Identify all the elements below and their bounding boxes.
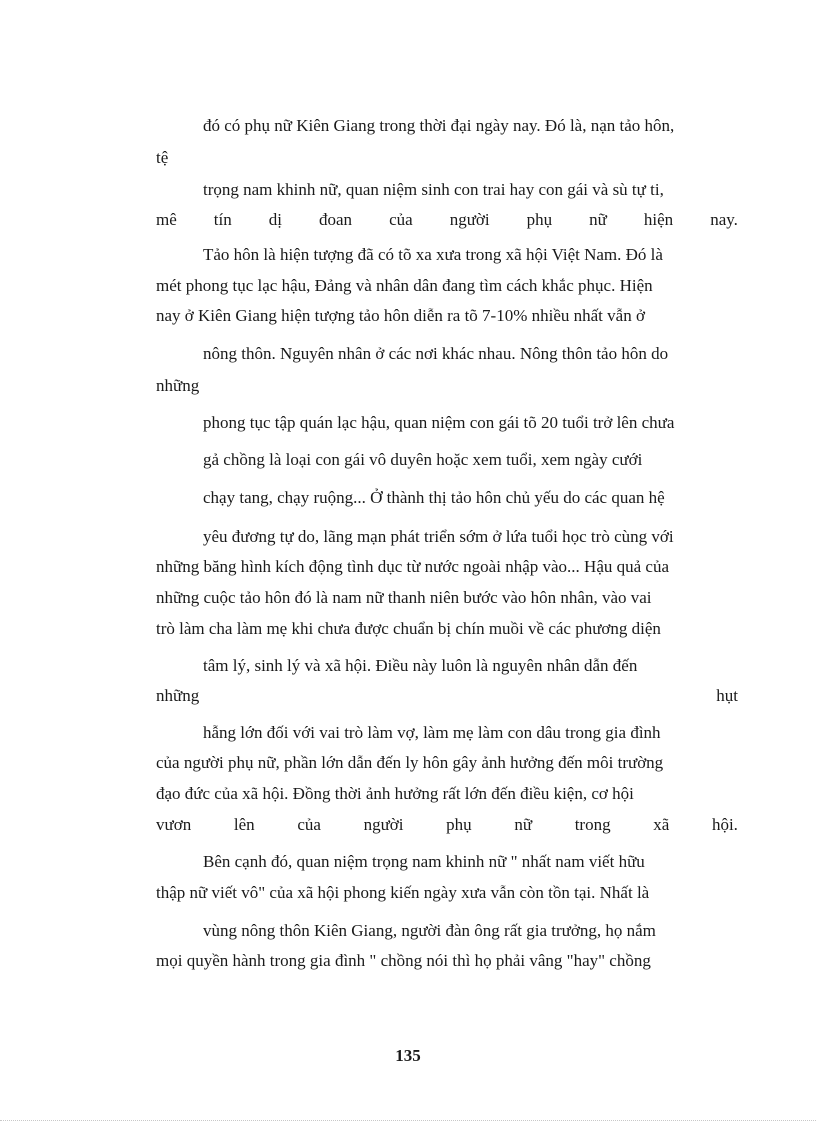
text-line: nông thôn. Nguyên nhân ở các nơi khác nhau. Nông thôn tảo hôn do bbox=[203, 344, 669, 363]
word: hiện bbox=[643, 210, 674, 229]
text-line: tâm lý, sinh lý và xã hội. Điều này luôn là nguyên nhân dẫn đến bbox=[203, 656, 638, 675]
word: phụ bbox=[446, 815, 472, 834]
word: hội. bbox=[711, 815, 738, 834]
text-line: Bên cạnh đó, quan niệm trọng nam khinh nữ " nhất nam viết hữu bbox=[203, 852, 645, 871]
text-line: trọng nam khinh nữ, quan niệm sinh con trai hay con gái và sù tự ti, bbox=[203, 180, 664, 199]
justified-line bbox=[156, 210, 738, 230]
text-line: những bbox=[156, 376, 200, 395]
text-line: tệ bbox=[156, 148, 169, 167]
word: lên bbox=[233, 815, 255, 834]
text-line: Tảo hôn là hiện tượng đã có tõ xa xưa trong xã hội Việt Nam. Đó là bbox=[203, 245, 663, 264]
word: trong bbox=[574, 815, 611, 834]
word: người bbox=[449, 210, 490, 229]
word: phụ bbox=[526, 210, 553, 229]
text-line: những băng hình kích động tình dục từ nước ngoài nhập vào... Hậu quả của bbox=[156, 557, 669, 576]
word: đoan bbox=[319, 210, 353, 229]
word: xã bbox=[653, 815, 670, 834]
word: hụt bbox=[716, 686, 738, 705]
word: dị bbox=[268, 210, 282, 229]
text-line: đó có phụ nữ Kiên Giang trong thời đại ngày nay. Đó là, nạn tảo hôn, bbox=[203, 116, 675, 135]
word: nay. bbox=[710, 210, 738, 229]
text-line: đạo đức của xã hội. Đồng thời ảnh hưởng rất lớn đến điều kiện, cơ hội bbox=[156, 784, 634, 803]
word: của bbox=[389, 210, 413, 229]
text-line: của người phụ nữ, phần lớn dẫn đến ly hôn gây ảnh hưởng đến môi trường bbox=[156, 753, 664, 772]
word: người bbox=[363, 815, 404, 834]
page-number: 135 bbox=[395, 1046, 421, 1065]
word: tín bbox=[213, 210, 232, 229]
word: vươn bbox=[156, 815, 192, 834]
justified-line bbox=[156, 815, 738, 835]
text-line: vùng nông thôn Kiên Giang, người đàn ông rất gia trưởng, họ nắm bbox=[203, 921, 656, 940]
text-line: phong tục tập quán lạc hậu, quan niệm con gái tõ 20 tuổi trở lên chưa bbox=[203, 413, 675, 432]
word: mê bbox=[156, 210, 177, 229]
word: nữ bbox=[589, 210, 607, 229]
text-line: trò làm cha làm mẹ khi chưa được chuẩn bị chín muồi về các phương diện bbox=[156, 619, 661, 638]
page-bottom-divider bbox=[0, 1120, 816, 1121]
word: nữ bbox=[514, 815, 533, 834]
text-line: nay ở Kiên Giang hiện tượng tảo hôn diễn ra tõ 7-10% nhiều nhất vẫn ở bbox=[156, 306, 645, 325]
word: của bbox=[297, 815, 321, 834]
text-line: yêu đương tự do, lãng mạn phát triển sớm ở lứa tuổi học trò cùng với bbox=[203, 527, 674, 546]
text-line: thập nữ viết vô" của xã hội phong kiến ngày xưa vẫn còn tồn tại. Nhất là bbox=[156, 883, 650, 902]
text-line: mét phong tục lạc hậu, Đảng và nhân dân đang tìm cách khắc phục. Hiện bbox=[156, 276, 653, 295]
text-line: mọi quyền hành trong gia đình " chồng nói thì họ phải vâng "hay" chồng bbox=[156, 951, 651, 970]
word: những bbox=[156, 686, 200, 705]
text-line: chạy tang, chạy ruộng... Ở thành thị tảo hôn chủ yếu do các quan hệ bbox=[203, 488, 665, 507]
text-line: gả chồng là loại con gái vô duyên hoặc xem tuổi, xem ngày cưới bbox=[203, 450, 643, 469]
text-line: những cuộc tảo hôn đó là nam nữ thanh niên bước vào hôn nhân, vào vai bbox=[156, 588, 652, 607]
text-line: hẫng lớn đối với vai trò làm vợ, làm mẹ làm con dâu trong gia đình bbox=[203, 723, 661, 742]
justified-line bbox=[156, 686, 738, 706]
